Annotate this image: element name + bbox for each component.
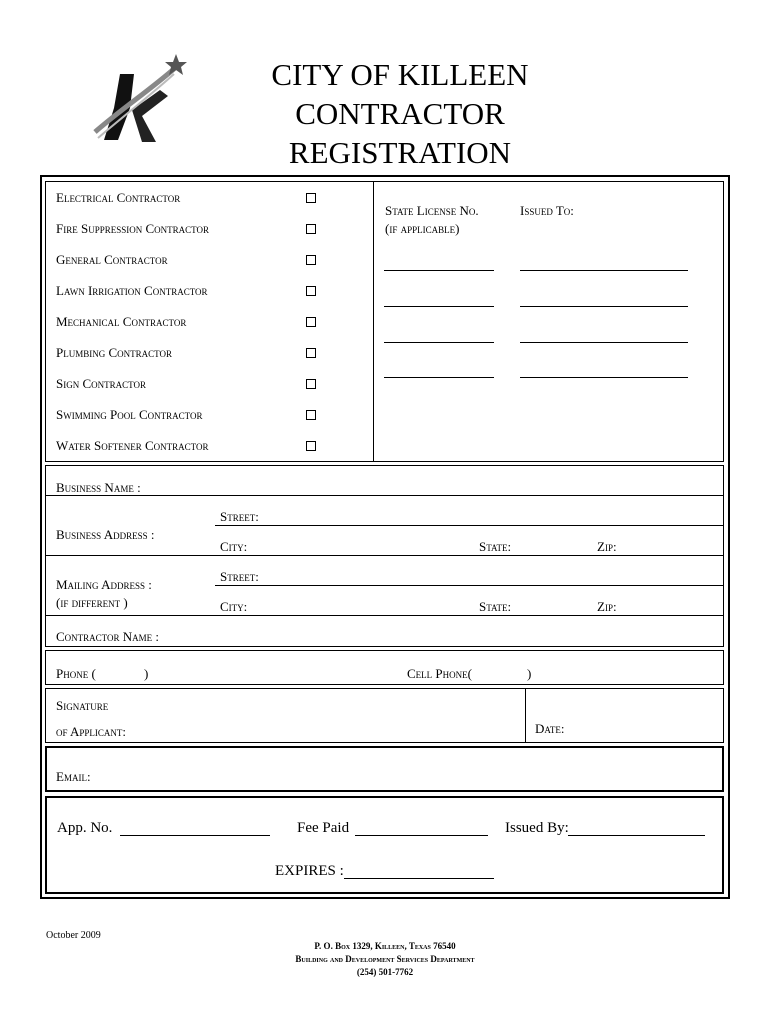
footer-phone: (254) 501-7762 [356,967,414,977]
email-section [45,746,724,792]
issued-to-field[interactable] [520,306,688,307]
street-label: Street: [220,569,259,584]
signature-section [45,688,724,743]
mailing-address-label: Mailing Address : [56,577,152,592]
date-label: Date: [535,721,565,736]
zip-label: Zip: [597,599,617,614]
if-applicable-label: (if applicable) [385,221,460,236]
killeen-k-star-logo-icon [90,50,190,150]
issued-to-field[interactable] [520,377,688,378]
title-line-1: CITY OF KILLEEN [271,57,529,92]
state-license-label: State License No. [385,203,479,218]
footer-address: P. O. Box 1329, Killeen, Texas 76540 [314,941,456,951]
contractor-type-label: Sign Contractor [56,376,146,391]
if-different-label: (if different ) [56,595,128,610]
issued-to-label: Issued To: [520,203,574,218]
mailing-city-state-zip-field[interactable] [45,615,724,616]
mailing-street-field[interactable] [215,585,724,586]
app-no-field[interactable] [120,835,270,836]
signature-label-line2: of Applicant: [56,724,127,739]
fee-paid-field[interactable] [355,835,488,836]
footer-date: October 2009 [46,930,101,941]
page-title [240,55,560,172]
contractor-type-label: Lawn Irrigation Contractor [56,283,208,298]
issued-to-field[interactable] [520,270,688,271]
state-label: State: [479,539,512,554]
signature-date-divider [525,688,526,743]
city-label: City: [220,599,248,614]
contractor-type-label: Plumbing Contractor [56,345,172,360]
contractor-type-checkbox[interactable] [306,379,316,389]
contractor-type-checkbox[interactable] [306,193,316,203]
contractor-type-label: Electrical Contractor [56,190,181,205]
business-info-section [45,465,724,647]
section-divider [373,181,374,462]
fee-paid-label: Fee Paid [297,820,350,836]
contractor-type-checkbox[interactable] [306,410,316,420]
business-name-label: Business Name : [56,480,141,495]
license-number-field[interactable] [384,342,494,343]
contractor-type-checkbox[interactable] [306,441,316,451]
contractor-type-label: General Contractor [56,252,168,267]
cell-phone-label: Cell Phone( [407,666,472,681]
business-city-state-zip-field[interactable] [45,555,724,556]
footer-department: Building and Development Services Department [295,954,475,964]
business-address-label: Business Address : [56,527,155,542]
email-label: Email: [56,769,91,784]
contractor-type-checkbox[interactable] [306,348,316,358]
zip-label: Zip: [597,539,617,554]
issued-to-field[interactable] [520,342,688,343]
app-no-label: App. No. [57,820,113,836]
business-street-field[interactable] [215,525,724,526]
contractor-name-label: Contractor Name : [56,629,160,644]
street-label: Street: [220,509,259,524]
contractor-type-checkbox[interactable] [306,224,316,234]
expires-field[interactable] [344,878,494,879]
license-number-field[interactable] [384,270,494,271]
phone-label: Phone ( [56,666,96,681]
contractor-type-label: Fire Suppression Contractor [56,221,209,236]
city-label: City: [220,539,248,554]
title-line-2: CONTRACTOR [295,96,505,131]
license-number-field[interactable] [384,306,494,307]
contractor-type-label: Mechanical Contractor [56,314,187,329]
contractor-type-checkbox[interactable] [306,286,316,296]
phone-close-paren: ) [144,666,149,681]
contractor-type-checkbox[interactable] [306,255,316,265]
title-line-3: REGISTRATION [288,135,512,170]
contractor-type-checkbox[interactable] [306,317,316,327]
office-use-section [45,796,724,894]
expires-label: EXPIRES : [275,863,344,879]
license-number-field[interactable] [384,377,494,378]
issued-by-field[interactable] [568,835,705,836]
state-label: State: [479,599,512,614]
cell-phone-close-paren: ) [527,666,532,681]
signature-label-line1: Signature [56,698,109,713]
issued-by-label: Issued By: [505,820,569,836]
business-name-field[interactable] [45,495,724,496]
contractor-type-label: Swimming Pool Contractor [56,407,203,422]
contractor-type-label: Water Softener Contractor [56,438,209,453]
